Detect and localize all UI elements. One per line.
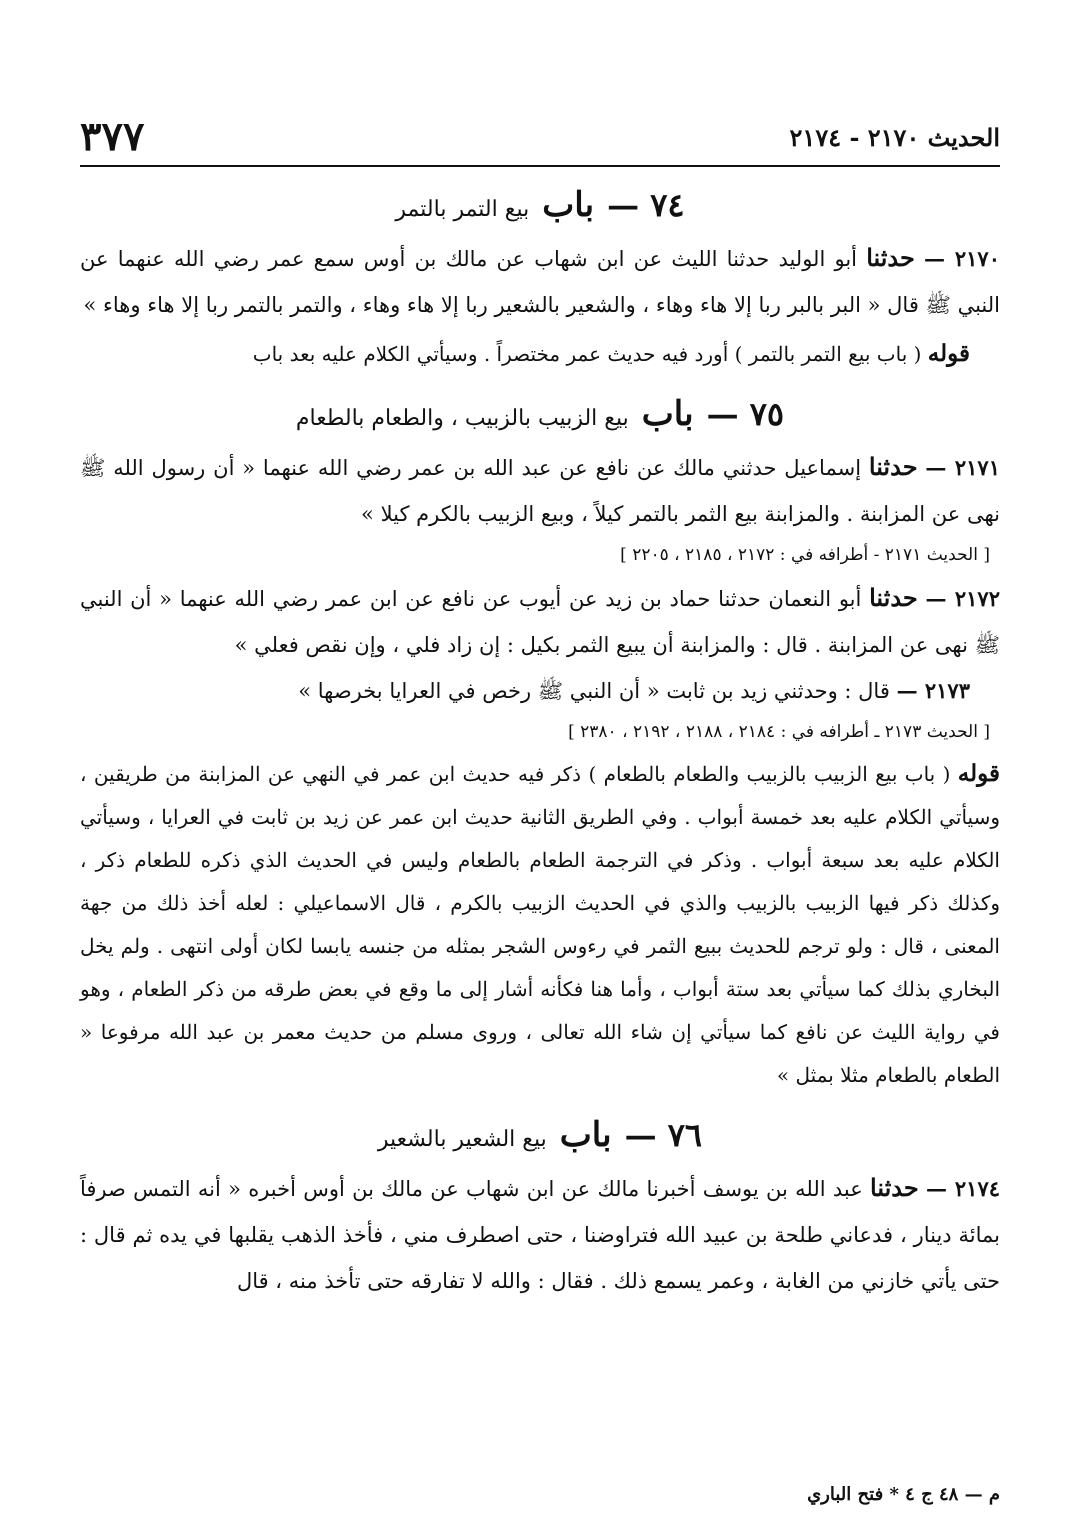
chapter-74-heading xyxy=(80,185,1000,225)
chapter-title: بيع الشعير بالشعير xyxy=(377,1127,547,1152)
hadith-number: ٢١٧١ — xyxy=(925,455,1000,480)
chapter-number: ٧٤ — xyxy=(607,186,685,224)
hadith-number: ٢١٧٠ — xyxy=(924,246,1000,271)
hadith-number: ٢١٧٢ — xyxy=(925,586,1000,611)
hadith-number: ٢١٧٣ — xyxy=(896,678,970,703)
hadith-2172 xyxy=(80,575,1000,668)
hadith-2173 xyxy=(80,668,1000,714)
chapter-number: ٧٥ — xyxy=(706,395,785,433)
qawluh-label: قوله xyxy=(957,760,1001,787)
hadith-2171 xyxy=(80,444,1000,537)
bab-label: باب xyxy=(542,185,595,225)
page-footer: م — ٤٨ ج ٤ * فتح الباري xyxy=(807,1484,1000,1505)
haddathana-label: حدثنا xyxy=(869,583,918,612)
chapter-75-heading xyxy=(80,394,1000,434)
book-page xyxy=(80,105,1000,1505)
haddathana-label: حدثنا xyxy=(870,1173,919,1202)
haddathana-label: حدثنا xyxy=(868,452,918,481)
hadith-text: عبد الله بن يوسف أخبرنا مالك عن ابن شهاب عن مالك بن أوس أخبره « أنه التمس صرفاً بمائة دينار ، فدعاني طلحة بن عبيد الله فتراوضنا ، حتى اصطرف مني ، فأخذ الذهب يقلبها في يده ثم قال : حتى يأتي خازني من الغابة ، وعمر يسمع ذلك . فقال : والله لا تفارقه حتى تأخذ منه ، قال xyxy=(80,1177,1000,1293)
hadith-text: قال : وحدثني زيد بن ثابت « أن النبي ﷺ رخص في العرايا بخرصها » xyxy=(298,679,890,703)
chapter-title: بيع التمر بالتمر xyxy=(395,197,530,222)
hadith-text: أبو الوليد حدثنا الليث عن ابن شهاب عن مالك بن أوس سمع عمر رضي الله عنهما عن النبي ﷺ قال « البر بالبر ربا إلا هاء وهاء ، والشعير بالشعير ربا إلا هاء وهاء ، والتمر بالتمر ربا إلا هاء وهاء » xyxy=(80,247,1000,317)
commentary-text: ( باب بيع الزبيب بالزبيب والطعام بالطعام ) ذكر فيه حديث ابن عمر في النهي عن المزابنة من طريقين ، وسيأتي الكلام عليه بعد خمسة أبواب . وفي الطريق الثانية حديث ابن عمر عن زيد بن ثابت في العرايا ، وسيأتي الكلام عليه بعد سبعة أبواب . وذكر في الترجمة الطعام بالطعام وليس في الحديث الذي ذكره للطعام ذكر ، وكذلك ذكر فيها الزبيب بالزبيب والذي في الحديث الزبيب بالكرم ، قال الاسماعيلي : لعله أخذ ذلك من جهة المعنى ، قال : ولو ترجم للحديث ببيع الثمر في رءوس الشجر بمثله من جنسه يابسا لكان أولى انتهى . ولم يخل البخاري بذلك كما سيأتي بعد ستة أبواب ، وأما هنا فكأنه أشار إلى ما وقع في بعض طرقه من ذكر الطعام ، وهو في رواية الليث عن نافع كما سيأتي إن شاء الله تعالى ، وروى مسلم من حديث معمر بن عبد الله مرفوعا « الطعام بالطعام مثلا بمثل » xyxy=(80,762,1000,1087)
haddathana-label: حدثنا xyxy=(866,243,915,272)
chapter-title: بيع الزبيب بالزبيب ، والطعام بالطعام xyxy=(295,406,629,431)
bab-label: باب xyxy=(641,394,694,434)
commentary-text: ( باب بيع التمر بالتمر ) أورد فيه حديث عمر مختصراً . وسيأتي الكلام عليه بعد باب xyxy=(252,342,922,366)
page-number: ٣٧٧ xyxy=(80,113,145,160)
hadith-range: الحديث ٢١٧٠ - ٢١٧٤ xyxy=(789,123,1000,152)
commentary-75 xyxy=(80,752,1000,1097)
page-header xyxy=(80,105,1000,167)
commentary-74 xyxy=(80,332,1000,376)
hadith-text: إسماعيل حدثني مالك عن نافع عن عبد الله بن عمر رضي الله عنهما « أن رسول الله ﷺ نهى عن المزابنة . والمزابنة بيع الثمر بالتمر كيلاً ، وبيع الزبيب بالكرم كيلا » xyxy=(80,456,1000,526)
hadith-number: ٢١٧٤ — xyxy=(925,1176,1001,1201)
bab-label: باب xyxy=(559,1115,612,1155)
hadith-text: أبو النعمان حدثنا حماد بن زيد عن أيوب عن نافع عن ابن عمر رضي الله عنهما « أن النبي ﷺ نهى عن المزابنة . قال : والمزابنة أن يبيع الثمر بكيل : إن زاد فلي ، وإن نقص فعلي » xyxy=(80,587,1000,657)
hadith-2174 xyxy=(80,1165,1000,1304)
hadith-2170 xyxy=(80,235,1000,328)
atraf-2173: [ الحديث ٢١٧٣ ـ أطرافه في : ٢١٨٤ ، ٢١٨٨ ، ٢١٩٢ ، ٢٣٨٠ ] xyxy=(568,722,990,742)
atraf-2171: [ الحديث ٢١٧١ - أطرافه في : ٢١٧٢ ، ٢١٨٥ ، ٢٢٠٥ ] xyxy=(620,545,990,565)
qawluh-label: قوله xyxy=(927,340,970,367)
chapter-number: ٧٦ — xyxy=(624,1116,703,1154)
chapter-76-heading xyxy=(80,1115,1000,1155)
